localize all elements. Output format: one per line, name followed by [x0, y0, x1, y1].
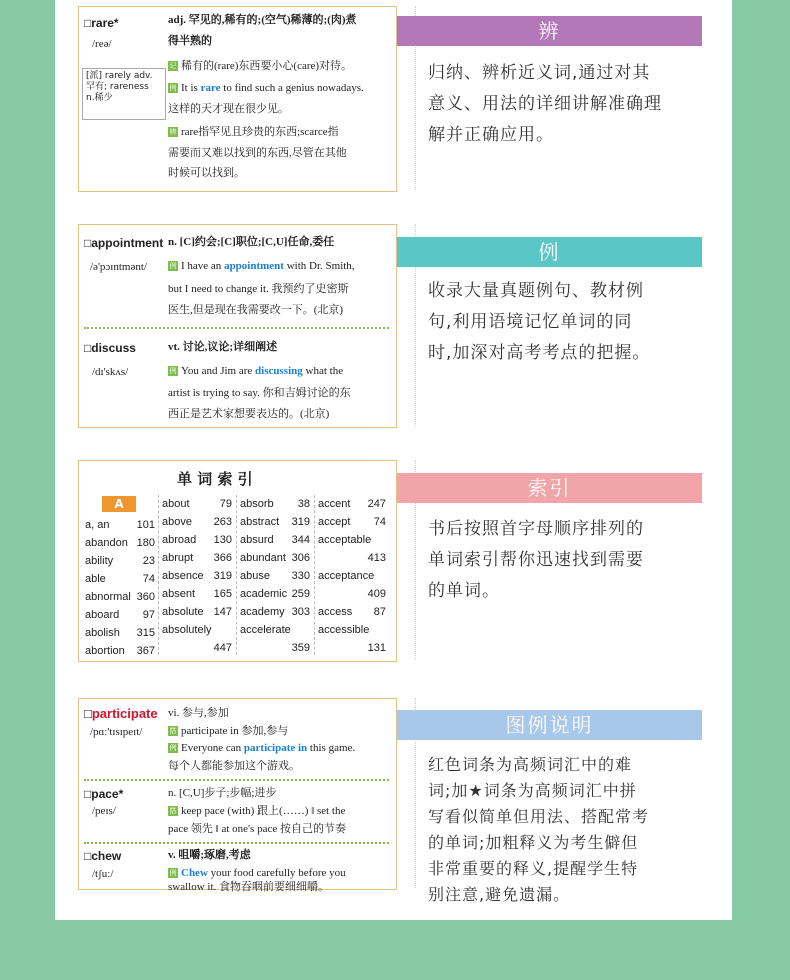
li-description [428, 276, 713, 369]
collocation-cont: pace 领先 ‖ at one's pace 按自己的节奏 [168, 823, 346, 835]
index-page: 344 [291, 534, 310, 546]
index-page: 263 [213, 516, 232, 528]
index-row [318, 531, 386, 549]
index-word: abolish [85, 627, 120, 639]
index-word: abundant [240, 552, 286, 564]
derivative-note-box [82, 68, 166, 120]
example-sentence [168, 78, 364, 99]
desc-line: 书后按照首字母顺序排列的 [428, 519, 644, 539]
li-tag-icon: 例 [169, 744, 177, 753]
index-word: accent [318, 498, 351, 510]
index-word: abstract [240, 516, 280, 528]
index-word: access [318, 606, 353, 618]
index-page: 101 [136, 519, 155, 531]
index-title: 单 词 索 引 [177, 470, 253, 488]
entry-word: □pace* [84, 787, 124, 801]
entry-word: □rare* [84, 16, 119, 30]
index-word: absorb [240, 498, 274, 510]
index-word: acceptance [318, 570, 375, 582]
tuli-header-bar: 图例说明 [397, 710, 702, 740]
index-page: 330 [291, 570, 310, 582]
column-separator [158, 495, 159, 655]
index-page: 130 [213, 534, 232, 546]
example-text: You and Jim are [181, 365, 256, 377]
example-cont2: 医生,但是现在我需要改一下。(北京) [168, 304, 344, 316]
index-page: 359 [291, 642, 310, 654]
desc-line: 单词索引帮你迅速找到需要 [428, 550, 644, 570]
example-highlight: participate in [243, 742, 308, 754]
index-row [240, 531, 310, 549]
example-sentence [168, 256, 355, 277]
index-page: 259 [291, 588, 310, 600]
index-row [162, 585, 232, 603]
index-page: 409 [367, 588, 386, 600]
index-row [240, 513, 310, 531]
pei-tag-icon: 搭 [169, 807, 177, 816]
entry-word: □discuss [84, 341, 136, 355]
red-word: participate [91, 706, 158, 721]
index-page: 87 [373, 606, 386, 618]
desc-line: 的单词。 [428, 581, 500, 601]
index-column-3 [240, 495, 310, 657]
index-row [162, 603, 232, 621]
index-row [240, 585, 310, 603]
index-word: absurd [240, 534, 274, 546]
entry-phonetic: /ə'pɔɪntmənt/ [90, 261, 147, 273]
note-line: 罕有; rareness [86, 82, 149, 92]
index-word: abuse [240, 570, 270, 582]
index-row [240, 603, 310, 621]
dotted-separator [84, 842, 389, 844]
index-row [85, 624, 155, 642]
dotted-separator [84, 779, 389, 781]
index-page: 303 [291, 606, 310, 618]
desc-line: 词;加★词条为高频词汇中拼 [428, 781, 637, 800]
example-cont: artist is trying to say. 你和吉姆讨论的东 [168, 387, 351, 399]
bian-description [428, 58, 713, 151]
index-word: ability [85, 555, 114, 567]
index-word: acceptable [318, 534, 372, 546]
index-page: 360 [136, 591, 155, 603]
index-row [85, 570, 155, 588]
desc-line: 时,加深对高考考点的把握。 [428, 343, 651, 363]
suoyin-description [428, 514, 713, 607]
example-text-post: your food carefully before you [207, 867, 346, 879]
li-tag-icon: 例 [169, 84, 177, 93]
index-page: 247 [367, 498, 386, 510]
index-row [85, 588, 155, 606]
desc-line: 的单词;加粗释义为考生僻但 [428, 833, 639, 852]
index-word: accelerate [240, 624, 291, 636]
index-row [240, 495, 310, 513]
index-row [162, 531, 232, 549]
distinction-note-cont2: 时候可以找到。 [168, 167, 245, 179]
li-tag-icon: 例 [169, 262, 177, 271]
index-word: accept [318, 516, 351, 528]
entry-phonetic: /reə/ [92, 38, 112, 50]
index-row [162, 639, 232, 657]
index-page: 180 [136, 537, 155, 549]
index-letter-badge: A [102, 496, 136, 512]
example-text: I have an [181, 260, 225, 272]
index-row [318, 621, 386, 639]
pei-tag-icon: 搭 [169, 727, 177, 736]
index-word: about [162, 498, 190, 510]
example-translation: 这样的天才现在很少见。 [168, 103, 289, 115]
desc-line: 解并正确应用。 [428, 125, 554, 145]
index-row [318, 585, 386, 603]
entry-definition: n. [C,U]步子;步幅;进步 [168, 787, 277, 799]
example-text-post: this game. [307, 742, 356, 754]
li-tag-icon: 例 [169, 367, 177, 376]
tuli-description [428, 752, 713, 908]
index-page: 38 [297, 498, 310, 510]
desc-line: 红色词条为高频词汇中的难 [428, 755, 633, 774]
index-row [85, 534, 155, 552]
index-row [318, 603, 386, 621]
entry-word [84, 706, 158, 721]
li-tag-icon: 例 [169, 869, 177, 878]
entry-definition: vi. 参与,参加 [168, 707, 229, 719]
example-highlight: appointment [224, 260, 284, 272]
example-text-post: with Dr. Smith, [283, 260, 355, 272]
index-page: 367 [136, 645, 155, 657]
entry-definition: vt. 讨论,议论;详细阐述 [168, 341, 278, 353]
index-row [318, 495, 386, 513]
index-page: 147 [213, 606, 232, 618]
entry-phonetic: /tʃuː/ [92, 868, 114, 880]
index-row [162, 495, 232, 513]
index-row [240, 639, 310, 657]
index-page: 74 [373, 516, 386, 528]
column-separator [236, 495, 237, 655]
example-highlight: discussing [255, 365, 303, 377]
index-page: 74 [142, 573, 155, 585]
index-word: aboard [85, 609, 120, 621]
index-row [240, 621, 310, 639]
entry-phonetic: /pɑː'tɪsɪpeɪt/ [90, 726, 143, 738]
index-row [85, 516, 155, 534]
entry-definition: v. 咀嚼;琢磨,考虑 [168, 849, 251, 861]
index-page: 319 [291, 516, 310, 528]
example-translation: 每个人都能参加这个游戏。 [168, 760, 300, 772]
index-word: absent [162, 588, 196, 600]
example-sentence [168, 361, 343, 382]
desc-line: 收录大量真题例句、教材例 [428, 281, 644, 301]
example-cont: swallow it. 食物吞咽前要细细嚼。 [168, 881, 330, 893]
example-text-post: to find such a genius nowadays. [220, 82, 364, 94]
index-word: abnormal [85, 591, 131, 603]
entry-phonetic: /dɪ'skʌs/ [92, 366, 129, 378]
example-text: Everyone can [181, 742, 244, 754]
example-highlight: Chew [181, 867, 208, 879]
entry-word: □chew [84, 849, 122, 863]
desc-line: 写看似简单但用法、搭配常考 [428, 807, 650, 826]
index-word: abortion [85, 645, 125, 657]
dotted-separator [84, 327, 389, 329]
index-row [162, 567, 232, 585]
index-row [162, 549, 232, 567]
desc-line: 别注意,避免遗漏。 [428, 885, 571, 904]
suoyin-header-bar: 索引 [397, 473, 702, 503]
index-word: abrupt [162, 552, 194, 564]
ji-tag-icon: 记 [169, 62, 177, 71]
index-word: absence [162, 570, 204, 582]
desc-line: 句,利用语境记忆单词的同 [428, 312, 633, 332]
example-text-post: what the [302, 365, 344, 377]
index-page: 366 [213, 552, 232, 564]
index-page: 23 [142, 555, 155, 567]
example-cont: but I need to change it. 我预约了史密斯 [168, 283, 349, 295]
index-page: 306 [291, 552, 310, 564]
index-page: 315 [136, 627, 155, 639]
index-row [318, 513, 386, 531]
entry-phonetic: /peɪs/ [92, 805, 116, 817]
index-page: 79 [219, 498, 232, 510]
index-page: 131 [367, 642, 386, 654]
index-row [318, 549, 386, 567]
index-word: able [85, 573, 106, 585]
word-box: □ [84, 706, 92, 721]
index-row [318, 567, 386, 585]
desc-line: 非常重要的释义,提醒学生特 [428, 859, 639, 878]
index-row [318, 639, 386, 657]
index-column-1 [85, 516, 155, 660]
index-word: absolute [162, 606, 204, 618]
entry-definition: adj. 罕见的,稀有的;(空气)稀薄的;(肉)煮 [168, 14, 357, 26]
example-highlight: rare [200, 82, 221, 94]
li-header-bar: 例 [397, 237, 702, 267]
index-row [85, 552, 155, 570]
index-page: 413 [367, 552, 386, 564]
note-line: n.稀少 [86, 93, 113, 103]
memory-tip [168, 56, 352, 77]
index-word: abroad [162, 534, 197, 546]
index-word: academy [240, 606, 285, 618]
index-column-4 [318, 495, 386, 657]
index-page: 319 [213, 570, 232, 582]
bian-header-bar: 辨 [397, 16, 702, 46]
distinction-note [168, 122, 339, 143]
index-word: absolutely [162, 624, 212, 636]
entry-definition-cont: 得半熟的 [168, 35, 212, 47]
index-row [162, 513, 232, 531]
index-row [85, 642, 155, 660]
collocation-text: keep pace (with) 跟上(……) ‖ set the [181, 805, 346, 817]
column-separator [314, 495, 315, 655]
index-row [240, 567, 310, 585]
index-page: 447 [213, 642, 232, 654]
index-row [85, 606, 155, 624]
index-page: 97 [142, 609, 155, 621]
index-word: a, an [85, 519, 110, 531]
index-word: abandon [85, 537, 128, 549]
distinction-note-cont: 需要而又难以找到的东西,尽管在其他 [168, 147, 347, 159]
example-cont2: 西正是艺术家想要表达的。(北京) [168, 408, 330, 420]
index-word: academic [240, 588, 288, 600]
entry-word: □appointment [84, 236, 164, 250]
index-page: 165 [213, 588, 232, 600]
desc-line: 归纳、辨析近义词,通过对其 [428, 63, 651, 83]
desc-line: 意义、用法的详细讲解准确理 [428, 94, 662, 114]
index-word: above [162, 516, 192, 528]
index-word: accessible [318, 624, 370, 636]
example-text: It is [181, 82, 201, 94]
index-column-2 [162, 495, 232, 657]
index-row [240, 549, 310, 567]
memory-tip-text: 稀有的(rare)东西要小心(care)对待。 [181, 60, 353, 72]
collocation-text: participate in 参加,参与 [181, 725, 289, 737]
entry-definition: n. [C]约会;[C]职位;[C,U]任命,委任 [168, 236, 335, 248]
index-row [162, 621, 232, 639]
bian-tag-icon: 辨 [169, 128, 177, 137]
note-line: [派] rarely adv. [86, 71, 153, 81]
distinction-text: rare指罕见且珍贵的东西;scarce指 [181, 126, 339, 138]
